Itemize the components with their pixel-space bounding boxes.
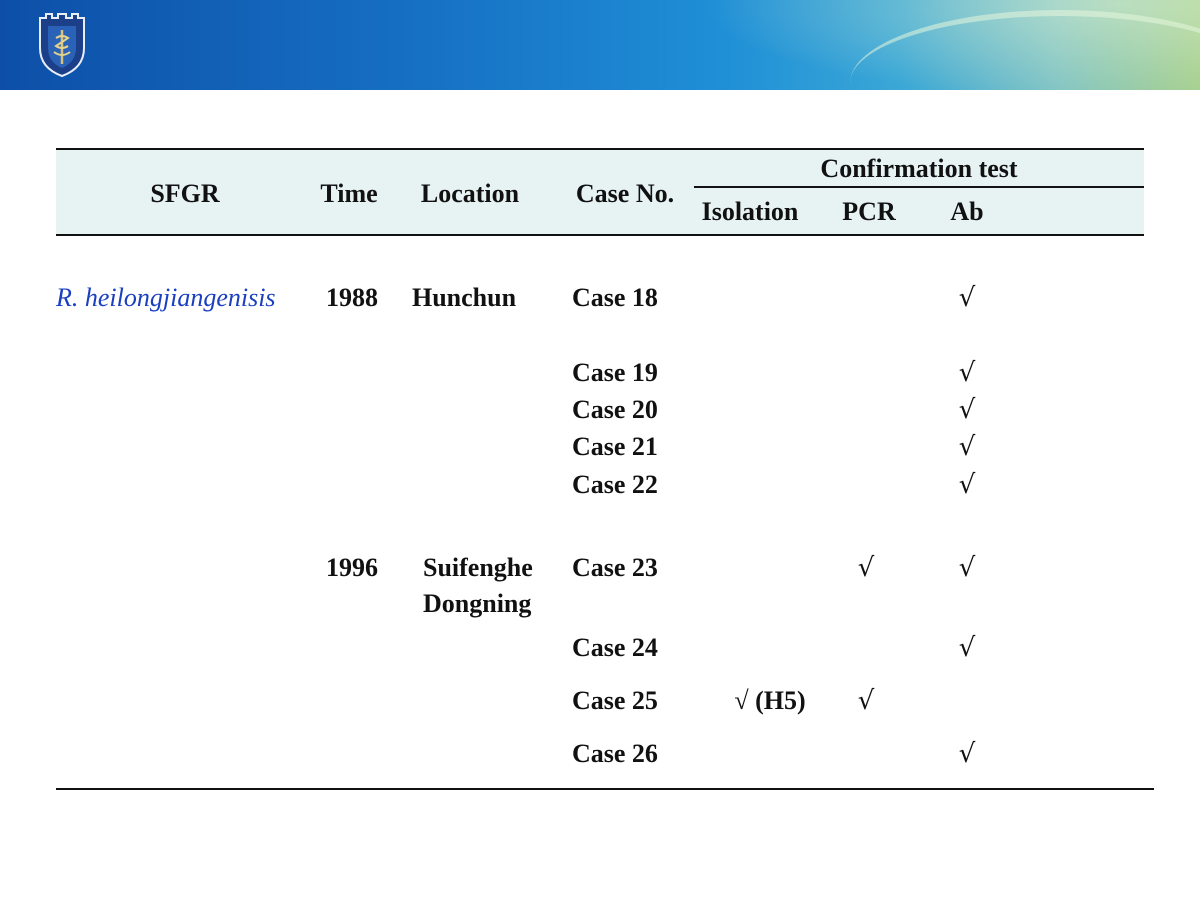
row-ab-check: √ — [958, 553, 976, 583]
row-location-line2: Dongning — [423, 589, 532, 618]
row-location: Suifenghe — [423, 553, 533, 582]
header-isolation: Isolation — [701, 197, 799, 226]
header-location: Location — [420, 179, 520, 208]
row-pcr-check: √ — [857, 686, 875, 716]
row-ab-check: √ — [958, 432, 976, 462]
header-time: Time — [320, 179, 378, 208]
table-bottom-rule — [56, 788, 1154, 790]
row-location: Hunchun — [412, 283, 517, 312]
row-case: Case 26 — [572, 739, 658, 768]
row-ab-check: √ — [958, 283, 976, 313]
header-confirmation-test: Confirmation test — [820, 154, 1018, 183]
row-ab-check: √ — [958, 739, 976, 769]
table-top-rule — [56, 148, 1144, 150]
row-case: Case 19 — [572, 358, 658, 387]
confirmation-subheader-rule — [694, 186, 1144, 188]
row-case: Case 23 — [572, 553, 658, 582]
row-case: Case 22 — [572, 470, 658, 499]
row-ab-check: √ — [958, 470, 976, 500]
row-case: Case 25 — [572, 686, 658, 715]
row-ab-check: √ — [958, 395, 976, 425]
header-case-no: Case No. — [575, 179, 675, 208]
header-ab: Ab — [950, 197, 984, 226]
row-case: Case 20 — [572, 395, 658, 424]
species-name: R. heilongjiangenisis — [56, 283, 276, 312]
row-time: 1996 — [326, 553, 378, 582]
row-ab-check: √ — [958, 358, 976, 388]
header-pcr: PCR — [842, 197, 896, 226]
row-case: Case 18 — [572, 283, 658, 312]
row-ab-check: √ — [958, 633, 976, 663]
table-header-bottom-rule — [56, 234, 1144, 236]
row-case: Case 24 — [572, 633, 658, 662]
header-sfgr: SFGR — [150, 179, 220, 208]
institute-shield-logo-icon — [36, 12, 88, 78]
row-isolation-value: √ (H5) — [734, 686, 806, 715]
row-time: 1988 — [326, 283, 378, 312]
row-pcr-check: √ — [857, 553, 875, 583]
top-banner — [0, 0, 1200, 90]
row-case: Case 21 — [572, 432, 658, 461]
